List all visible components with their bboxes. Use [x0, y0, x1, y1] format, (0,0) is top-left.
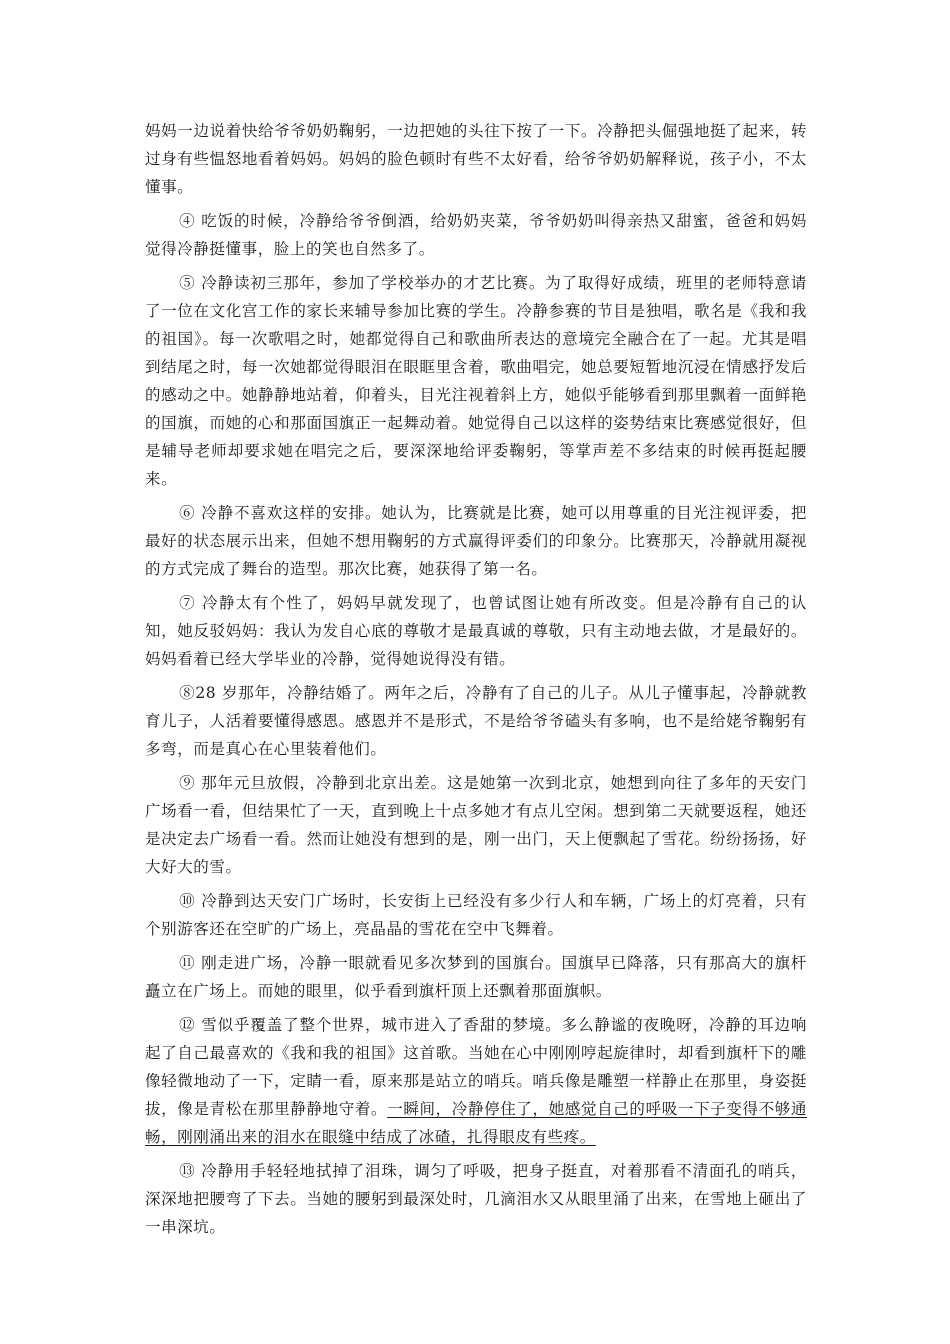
paragraph-5: ⑤ 冷静读初三那年，参加了学校举办的才艺比赛。为了取得好成绩，班里的老师特意请了一位在文化宫工作的家长来辅导参加比赛的学生。冷静参赛的节目是独唱，歌名是《我和我的祖国》。每一次歌唱之时，她都觉得自己和歌曲所表达的意境完全融合在了一起。尤其是唱到结尾之时，每一次她都觉得眼泪在眼眶里含着，歌曲唱完，她总要短暂地沉浸在情感抒发后的感动之中。她静静地站着，仰着头，目光注视着斜上方，她似乎能够看到那里飘着一面鲜艳的国旗，而她的心和那面国旗正一起舞动着。她觉得自己以这样的姿势结束比赛感觉很好，但是辅导老师却要求她在唱完之后，要深深地给评委鞠躬，等掌声差不多结束的时候再挺起腰来。 — [145, 274, 807, 488]
paragraph-12-text: ⑫ 雪似乎覆盖了整个世界，城市进入了香甜的梦境。多么静谧的夜晚呀，冷静的耳边响起了自己最喜欢的《我和我的祖国》这首歌。当她在心中刚刚哼起旋律时，却看到旗杆下的雕像轻微地动了一下，定睛一看，原来那是站立的哨兵。哨兵像是雕塑一样静止在那里，身姿挺拔，像是青松在那里静静地守着。 — [145, 1016, 807, 1118]
paragraph-13: ⑬ 冷静用手轻轻地拭掉了泪珠，调匀了呼吸，把身子挺直，对着那看不清面孔的哨兵，深深地把腰弯了下去。当她的腰躬到最深处时，几滴泪水又从眼里涌了出来，在雪地上砸出了一串深坑。 — [145, 1162, 807, 1236]
paragraph-continued: 妈妈一边说着快给爷爷奶奶鞠躬，一边把她的头往下按了一下。冷静把头倔强地挺了起来，转过身有些愠怒地看着妈妈。妈妈的脸色顿时有些不太好看，给爷爷奶奶解释说，孩子小，不太懂事。 — [145, 122, 807, 196]
paragraph-9: ⑨ 那年元旦放假，冷静到北京出差。这是她第一次到北京，她想到向往了多年的天安门广场看一看，但结果忙了一天，直到晚上十点多她才有点儿空闲。想到第二天就要返程，她还是决定去广场看一看。然而让她没有想到的是，刚一出门，天上便飘起了雪花。纷纷扬扬，好大好大的雪。 — [145, 774, 807, 876]
underlined-sentence: 一瞬间，冷静停住了，她感觉自己的呼吸一下子变得不够通畅，刚刚涌出来的泪水在眼缝中结成了冰碴，扎得眼皮有些疼。 — [145, 1100, 807, 1146]
paragraph-12 — [145, 1011, 807, 1151]
paragraph-11: ⑪ 刚走进广场，冷静一眼就看见多次梦到的国旗台。国旗早已降落，只有那高大的旗杆矗立在广场上。而她的眼里，似乎看到旗杆顶上还飘着那面旗帜。 — [145, 954, 807, 1000]
document-body — [145, 117, 807, 1247]
paragraph-4: ④ 吃饭的时候，冷静给爷爷倒酒，给奶奶夹菜，爷爷奶奶叫得亲热又甜蜜，爸爸和妈妈觉得冷静挺懂事，脸上的笑也自然多了。 — [145, 212, 807, 258]
paragraph-10: ⑩ 冷静到达天安门广场时，长安街上已经没有多少行人和车辆，广场上的灯亮着，只有个别游客还在空旷的广场上，亮晶晶的雪花在空中飞舞着。 — [145, 892, 807, 938]
paragraph-7: ⑦ 冷静太有个性了，妈妈早就发现了，也曾试图让她有所改变。但是冷静有自己的认知，她反驳妈妈：我认为发自心底的尊敬才是最真诚的尊敬，只有主动地去做，才是最好的。妈妈看着已经大学毕业的冷静，觉得她说得没有错。 — [145, 594, 807, 668]
paragraph-8: ⑧28 岁那年，冷静结婚了。两年之后，冷静有了自己的儿子。从儿子懂事起，冷静就教育儿子，人活着要懂得感恩。感恩并不是形式，不是给爷爷磕头有多响，也不是给姥爷鞠躬有多弯，而是真心在心里装着他们。 — [145, 684, 807, 758]
paragraph-6: ⑥ 冷静不喜欢这样的安排。她认为，比赛就是比赛，她可以用尊重的目光注视评委，把最好的状态展示出来，但她不想用鞠躬的方式赢得评委们的印象分。比赛那天，冷静就用凝视的方式完成了舞台的造型。那次比赛，她获得了第一名。 — [145, 504, 807, 578]
